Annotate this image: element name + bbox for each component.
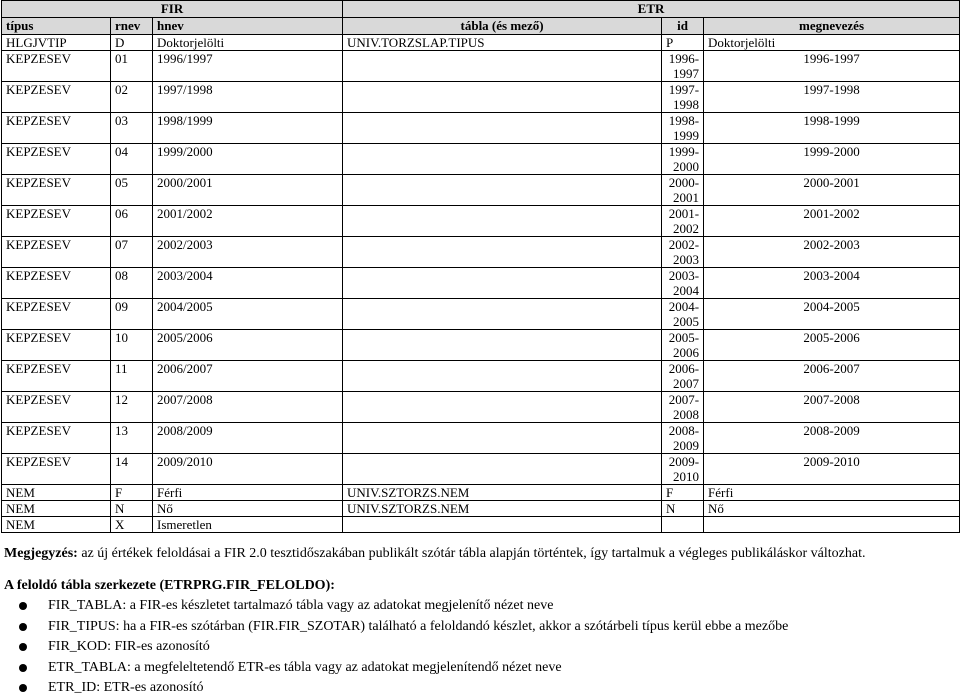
cell-rnev: 09 (111, 299, 153, 330)
table-row (2, 237, 960, 268)
cell-id (662, 517, 704, 533)
cell-tabla (343, 82, 662, 113)
cell-id: 1999-2000 (662, 144, 704, 175)
cell-tabla (343, 454, 662, 485)
cell-id: 2001-2002 (662, 206, 704, 237)
table-row (2, 423, 960, 454)
cell-tipus: NEM (2, 517, 111, 533)
cell-hnev: 2006/2007 (153, 361, 343, 392)
list-item-text: FIR_KOD: FIR-es azonosító (48, 639, 210, 654)
list-item-text: ETR_ID: ETR-es azonosító (48, 680, 204, 695)
cell-megnevezes: 2001-2002 (704, 206, 960, 237)
column-header: típus (2, 18, 111, 35)
cell-tabla: UNIV.SZTORZS.NEM (343, 485, 662, 501)
cell-hnev: 2002/2003 (153, 237, 343, 268)
cell-megnevezes: 2003-2004 (704, 268, 960, 299)
cell-hnev: 2007/2008 (153, 392, 343, 423)
cell-tabla (343, 206, 662, 237)
cell-hnev: 2005/2006 (153, 330, 343, 361)
cell-rnev: 03 (111, 113, 153, 144)
cell-id: P (662, 35, 704, 51)
column-header-row (2, 18, 960, 35)
table-row (2, 299, 960, 330)
cell-id: F (662, 485, 704, 501)
table-row (2, 330, 960, 361)
cell-tabla (343, 299, 662, 330)
table-row (2, 517, 960, 533)
table-row (2, 35, 960, 51)
table-row (2, 268, 960, 299)
cell-id: 2004-2005 (662, 299, 704, 330)
cell-megnevezes: 2000-2001 (704, 175, 960, 206)
cell-hnev: 2008/2009 (153, 423, 343, 454)
cell-tabla: UNIV.SZTORZS.NEM (343, 501, 662, 517)
cell-tabla (343, 237, 662, 268)
cell-rnev: 02 (111, 82, 153, 113)
list-item (4, 617, 960, 638)
cell-megnevezes: 2004-2005 (704, 299, 960, 330)
table-row (2, 51, 960, 82)
cell-id: N (662, 501, 704, 517)
table-row (2, 501, 960, 517)
cell-megnevezes: 2002-2003 (704, 237, 960, 268)
cell-rnev: 13 (111, 423, 153, 454)
feloldo-heading: A feloldó tábla szerkezete (ETRPRG.FIR_FELOLDO): (4, 578, 335, 593)
bullet-icon (19, 602, 27, 610)
cell-id: 2003-2004 (662, 268, 704, 299)
column-header: rnev (111, 18, 153, 35)
cell-tabla (343, 330, 662, 361)
cell-id: 1998-1999 (662, 113, 704, 144)
cell-megnevezes: Doktorjelölti (704, 35, 960, 51)
cell-tipus: KEPZESEV (2, 144, 111, 175)
cell-megnevezes: 1998-1999 (704, 113, 960, 144)
cell-megnevezes: 2007-2008 (704, 392, 960, 423)
cell-tabla (343, 51, 662, 82)
cell-rnev: 07 (111, 237, 153, 268)
list-item (4, 678, 960, 699)
cell-id: 1997-1998 (662, 82, 704, 113)
cell-hnev: 1997/1998 (153, 82, 343, 113)
cell-rnev: D (111, 35, 153, 51)
note-text: az új értékek feloldásai a FIR 2.0 tesztidőszakában publikált szótár tábla alapján történtek, így tartalmuk a végleges publikáláskor változhat. (77, 546, 866, 561)
cell-hnev: Nő (153, 501, 343, 517)
bullet-icon (19, 643, 27, 651)
column-header: tábla (és mező) (343, 18, 662, 35)
cell-tabla (343, 423, 662, 454)
cell-tipus: KEPZESEV (2, 423, 111, 454)
cell-hnev: 2000/2001 (153, 175, 343, 206)
cell-megnevezes: 2009-2010 (704, 454, 960, 485)
cell-tipus: HLGJVTIP (2, 35, 111, 51)
table-row (2, 361, 960, 392)
cell-hnev: 2001/2002 (153, 206, 343, 237)
cell-id: 2002-2003 (662, 237, 704, 268)
cell-tipus: NEM (2, 485, 111, 501)
table-row (2, 175, 960, 206)
cell-megnevezes: 1997-1998 (704, 82, 960, 113)
list-item (4, 596, 960, 617)
cell-id: 2005-2006 (662, 330, 704, 361)
cell-tipus: KEPZESEV (2, 51, 111, 82)
cell-hnev: 2004/2005 (153, 299, 343, 330)
list-item (4, 658, 960, 679)
table-row (2, 82, 960, 113)
bullet-icon (19, 664, 27, 672)
cell-id: 1996-1997 (662, 51, 704, 82)
list-item-text: FIR_TIPUS: ha a FIR-es szótárban (FIR.FIR_SZOTAR) található a feloldandó készlet, akkor a szótárbeli típus kerül ebbe a mezőbe (48, 618, 789, 634)
cell-tabla (343, 113, 662, 144)
cell-tabla (343, 144, 662, 175)
notes (4, 546, 960, 699)
cell-tabla (343, 175, 662, 206)
cell-megnevezes (704, 517, 960, 533)
cell-megnevezes: 2006-2007 (704, 361, 960, 392)
cell-hnev: 2009/2010 (153, 454, 343, 485)
cell-megnevezes: 2008-2009 (704, 423, 960, 454)
bullet-icon (19, 623, 27, 631)
cell-tabla: UNIV.TORZSLAP.TIPUS (343, 35, 662, 51)
cell-rnev: 14 (111, 454, 153, 485)
cell-hnev: Doktorjelölti (153, 35, 343, 51)
cell-tipus: KEPZESEV (2, 392, 111, 423)
cell-rnev: 11 (111, 361, 153, 392)
cell-tabla (343, 392, 662, 423)
cell-rnev: 08 (111, 268, 153, 299)
cell-rnev: X (111, 517, 153, 533)
cell-megnevezes: Nő (704, 501, 960, 517)
cell-hnev: 2003/2004 (153, 268, 343, 299)
cell-tipus: KEPZESEV (2, 454, 111, 485)
list-item (4, 637, 960, 658)
cell-tipus: NEM (2, 501, 111, 517)
list-item-text: ETR_TABLA: a megfeleltetendő ETR-es tábla vagy az adatokat megjelenítendő nézet neve (48, 659, 562, 675)
cell-megnevezes: 1996-1997 (704, 51, 960, 82)
cell-id: 2009-2010 (662, 454, 704, 485)
table-row (2, 144, 960, 175)
cell-rnev: N (111, 501, 153, 517)
cell-tipus: KEPZESEV (2, 268, 111, 299)
cell-tipus: KEPZESEV (2, 82, 111, 113)
cell-tabla (343, 268, 662, 299)
cell-hnev: Ismeretlen (153, 517, 343, 533)
cell-tabla (343, 517, 662, 533)
cell-hnev: 1999/2000 (153, 144, 343, 175)
table-row (2, 454, 960, 485)
cell-id: 2007-2008 (662, 392, 704, 423)
cell-rnev: F (111, 485, 153, 501)
note-paragraph (4, 546, 960, 562)
table-row (2, 485, 960, 501)
cell-tabla (343, 361, 662, 392)
column-header: id (662, 18, 704, 35)
feloldo-list (4, 596, 960, 699)
column-header: megnevezés (704, 18, 960, 35)
cell-megnevezes: 1999-2000 (704, 144, 960, 175)
cell-rnev: 04 (111, 144, 153, 175)
mapping-table (1, 0, 960, 533)
cell-hnev: 1998/1999 (153, 113, 343, 144)
cell-megnevezes: Férfi (704, 485, 960, 501)
cell-id: 2000-2001 (662, 175, 704, 206)
table-row (2, 392, 960, 423)
list-item-text: FIR_TABLA: a FIR-es készletet tartalmazó tábla vagy az adatokat megjelenítő nézet neve (48, 598, 554, 613)
cell-rnev: 10 (111, 330, 153, 361)
cell-tipus: KEPZESEV (2, 175, 111, 206)
group-header-row (2, 1, 960, 18)
cell-tipus: KEPZESEV (2, 206, 111, 237)
cell-tipus: KEPZESEV (2, 113, 111, 144)
cell-tipus: KEPZESEV (2, 361, 111, 392)
table-row (2, 113, 960, 144)
group-header-fir: FIR (2, 1, 343, 18)
group-header-etr: ETR (343, 1, 960, 18)
cell-id: 2006-2007 (662, 361, 704, 392)
cell-tipus: KEPZESEV (2, 237, 111, 268)
cell-rnev: 12 (111, 392, 153, 423)
cell-hnev: 1996/1997 (153, 51, 343, 82)
cell-megnevezes: 2005-2006 (704, 330, 960, 361)
cell-tipus: KEPZESEV (2, 330, 111, 361)
cell-id: 2008-2009 (662, 423, 704, 454)
cell-rnev: 06 (111, 206, 153, 237)
column-header: hnev (153, 18, 343, 35)
cell-rnev: 05 (111, 175, 153, 206)
cell-hnev: Férfi (153, 485, 343, 501)
cell-rnev: 01 (111, 51, 153, 82)
cell-tipus: KEPZESEV (2, 299, 111, 330)
bullet-icon (19, 684, 27, 692)
table-row (2, 206, 960, 237)
note-label: Megjegyzés: (4, 546, 78, 561)
